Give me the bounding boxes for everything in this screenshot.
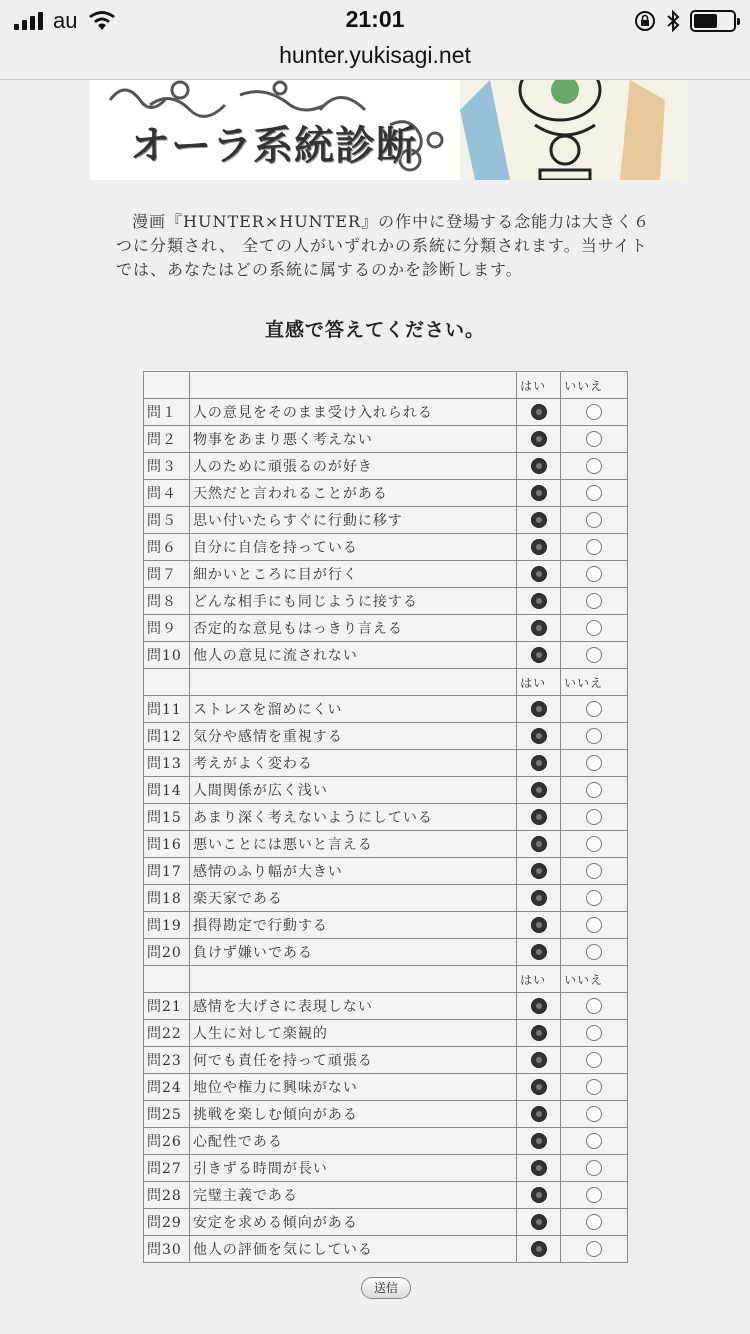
url-text: hunter.yukisagi.net (279, 42, 471, 68)
question-number: 問20 (144, 939, 190, 966)
question-row (144, 696, 628, 723)
question-text: 安定を求める傾向がある (189, 1209, 516, 1236)
yes-radio[interactable] (531, 1079, 547, 1095)
question-number: 問18 (144, 885, 190, 912)
question-number: 問30 (144, 1236, 190, 1263)
no-radio[interactable] (586, 890, 602, 906)
question-row (144, 1074, 628, 1101)
question-row (144, 453, 628, 480)
question-text: 感情を大げさに表現しない (189, 993, 516, 1020)
question-text: どんな相手にも同じように接する (189, 588, 516, 615)
question-row (144, 858, 628, 885)
question-row (144, 1236, 628, 1263)
no-radio[interactable] (586, 728, 602, 744)
yes-radio[interactable] (531, 620, 547, 636)
question-number: 問11 (144, 696, 190, 723)
question-number: 問16 (144, 831, 190, 858)
header-banner (90, 80, 682, 180)
status-time: 21:01 (345, 6, 405, 32)
question-row (144, 831, 628, 858)
header-question-cell (189, 966, 516, 993)
header-no-label: いいえ (561, 372, 628, 399)
no-radio[interactable] (586, 1106, 602, 1122)
yes-radio[interactable] (531, 809, 547, 825)
yes-radio[interactable] (531, 404, 547, 420)
no-radio[interactable] (586, 1052, 602, 1068)
question-number: 問29 (144, 1209, 190, 1236)
yes-radio[interactable] (531, 836, 547, 852)
submit-button[interactable]: 送信 (361, 1277, 411, 1299)
address-bar[interactable] (0, 40, 750, 80)
no-radio[interactable] (586, 998, 602, 1014)
no-radio[interactable] (586, 1241, 602, 1257)
question-number: 問13 (144, 750, 190, 777)
no-radio[interactable] (586, 647, 602, 663)
yes-radio[interactable] (531, 1133, 547, 1149)
question-number: 問28 (144, 1182, 190, 1209)
no-radio[interactable] (586, 809, 602, 825)
no-radio[interactable] (586, 944, 602, 960)
question-text: 天然だと言われることがある (189, 480, 516, 507)
question-row (144, 426, 628, 453)
question-text: 思い付いたらすぐに行動に移す (189, 507, 516, 534)
no-radio[interactable] (586, 1187, 602, 1203)
question-number: 問17 (144, 858, 190, 885)
question-row (144, 1101, 628, 1128)
header-yes-label: はい (517, 966, 561, 993)
yes-radio[interactable] (531, 917, 547, 933)
question-text: 自分に自信を持っている (189, 534, 516, 561)
question-row (144, 561, 628, 588)
question-text: 物事をあまり悪く考えない (189, 426, 516, 453)
no-radio[interactable] (586, 593, 602, 609)
question-text: 地位や権力に興味がない (189, 1074, 516, 1101)
question-number: 問22 (144, 1020, 190, 1047)
no-radio[interactable] (586, 701, 602, 717)
no-radio[interactable] (586, 917, 602, 933)
yes-radio[interactable] (531, 1214, 547, 1230)
question-number: 問５ (144, 507, 190, 534)
yes-radio[interactable] (531, 485, 547, 501)
question-text: 否定的な意見もはっきり言える (189, 615, 516, 642)
header-question-cell (189, 372, 516, 399)
question-table (143, 371, 628, 1263)
question-text: 何でも責任を持って頑張る (189, 1047, 516, 1074)
bluetooth-icon (666, 10, 680, 32)
question-row (144, 885, 628, 912)
table-header-row (144, 966, 628, 993)
question-text: ストレスを溜めにくい (189, 696, 516, 723)
question-number: 問１ (144, 399, 190, 426)
question-text: 心配性である (189, 1128, 516, 1155)
yes-radio[interactable] (531, 728, 547, 744)
no-radio[interactable] (586, 566, 602, 582)
carrier-label: au (53, 8, 78, 33)
question-row (144, 1128, 628, 1155)
question-text: 人のために頑張るのが好き (189, 453, 516, 480)
question-number: 問10 (144, 642, 190, 669)
question-row (144, 1155, 628, 1182)
yes-radio[interactable] (531, 512, 547, 528)
question-number: 問26 (144, 1128, 190, 1155)
question-text: 人生に対して楽観的 (189, 1020, 516, 1047)
question-text: 負けず嫌いである (189, 939, 516, 966)
question-number: 問23 (144, 1047, 190, 1074)
question-row (144, 534, 628, 561)
question-row (144, 1020, 628, 1047)
no-radio[interactable] (586, 1133, 602, 1149)
rotation-lock-icon (634, 10, 656, 32)
yes-radio[interactable] (531, 647, 547, 663)
question-text: 人間関係が広く浅い (189, 777, 516, 804)
question-text: 引きずる時間が長い (189, 1155, 516, 1182)
question-row (144, 912, 628, 939)
question-row (144, 777, 628, 804)
header-num-cell (144, 372, 190, 399)
table-header-row (144, 372, 628, 399)
instruction-heading: 直感で答えてください。 (264, 319, 485, 341)
question-text: 細かいところに目が行く (189, 561, 516, 588)
no-radio[interactable] (586, 512, 602, 528)
yes-radio[interactable] (531, 539, 547, 555)
header-num-cell (144, 669, 190, 696)
question-row (144, 507, 628, 534)
header-num-cell (144, 966, 190, 993)
question-text: 悪いことには悪いと言える (189, 831, 516, 858)
question-number: 問４ (144, 480, 190, 507)
header-yes-label: はい (517, 669, 561, 696)
question-row (144, 750, 628, 777)
yes-radio[interactable] (531, 431, 547, 447)
header-yes-label: はい (517, 372, 561, 399)
question-number: 問９ (144, 615, 190, 642)
no-radio[interactable] (586, 485, 602, 501)
yes-radio[interactable] (531, 1241, 547, 1257)
question-text: あまり深く考えないようにしている (189, 804, 516, 831)
question-number: 問６ (144, 534, 190, 561)
question-number: 問14 (144, 777, 190, 804)
yes-radio[interactable] (531, 701, 547, 717)
no-radio[interactable] (586, 1025, 602, 1041)
header-no-label: いいえ (561, 966, 628, 993)
yes-radio[interactable] (531, 566, 547, 582)
question-number: 問25 (144, 1101, 190, 1128)
question-number: 問７ (144, 561, 190, 588)
no-radio[interactable] (586, 755, 602, 771)
question-text: 人の意見をそのまま受け入れられる (189, 399, 516, 426)
no-radio[interactable] (586, 1079, 602, 1095)
no-radio[interactable] (586, 431, 602, 447)
status-bar (0, 0, 750, 40)
no-radio[interactable] (586, 836, 602, 852)
question-number: 問27 (144, 1155, 190, 1182)
question-number: 問12 (144, 723, 190, 750)
question-text: 他人の評価を気にしている (189, 1236, 516, 1263)
question-row (144, 804, 628, 831)
yes-radio[interactable] (531, 782, 547, 798)
no-radio[interactable] (586, 782, 602, 798)
table-header-row (144, 669, 628, 696)
yes-radio[interactable] (531, 944, 547, 960)
question-number: 問24 (144, 1074, 190, 1101)
yes-radio[interactable] (531, 1160, 547, 1176)
question-row (144, 1047, 628, 1074)
yes-radio[interactable] (531, 1187, 547, 1203)
question-row (144, 939, 628, 966)
question-row (144, 399, 628, 426)
question-number: 問21 (144, 993, 190, 1020)
banner-title: オーラ系統診断 (130, 122, 417, 169)
intro-paragraph: 漫画『HUNTER×HUNTER』の作中に登場する念能力は大きく６つに分類され、 全ての人がいずれかの系統に分類されます。当サイトでは、あなたはどの系統に属するのかを診断します。 (116, 212, 651, 279)
question-text: 感情のふり幅が大きい (189, 858, 516, 885)
question-number: 問８ (144, 588, 190, 615)
no-radio[interactable] (586, 539, 602, 555)
yes-radio[interactable] (531, 1106, 547, 1122)
question-row (144, 723, 628, 750)
no-radio[interactable] (586, 1160, 602, 1176)
question-row (144, 993, 628, 1020)
yes-radio[interactable] (531, 998, 547, 1014)
yes-radio[interactable] (531, 1025, 547, 1041)
no-radio[interactable] (586, 863, 602, 879)
question-number: 問３ (144, 453, 190, 480)
no-radio[interactable] (586, 458, 602, 474)
question-text: 楽天家である (189, 885, 516, 912)
question-row (144, 1209, 628, 1236)
no-radio[interactable] (586, 1214, 602, 1230)
question-text: 他人の意見に流されない (189, 642, 516, 669)
question-row (144, 642, 628, 669)
yes-radio[interactable] (531, 1052, 547, 1068)
yes-radio[interactable] (531, 458, 547, 474)
yes-radio[interactable] (531, 863, 547, 879)
question-text: 挑戦を楽しむ傾向がある (189, 1101, 516, 1128)
question-row (144, 588, 628, 615)
battery-icon (690, 10, 736, 32)
no-radio[interactable] (586, 620, 602, 636)
question-row (144, 480, 628, 507)
header-question-cell (189, 669, 516, 696)
question-number: 問15 (144, 804, 190, 831)
yes-radio[interactable] (531, 593, 547, 609)
question-text: 完璧主義である (189, 1182, 516, 1209)
question-number: 問２ (144, 426, 190, 453)
question-text: 考えがよく変わる (189, 750, 516, 777)
question-text: 損得勘定で行動する (189, 912, 516, 939)
question-row (144, 615, 628, 642)
question-number: 問19 (144, 912, 190, 939)
yes-radio[interactable] (531, 755, 547, 771)
no-radio[interactable] (586, 404, 602, 420)
header-no-label: いいえ (561, 669, 628, 696)
intro-text (116, 210, 656, 282)
yes-radio[interactable] (531, 890, 547, 906)
question-row (144, 1182, 628, 1209)
question-text: 気分や感情を重視する (189, 723, 516, 750)
